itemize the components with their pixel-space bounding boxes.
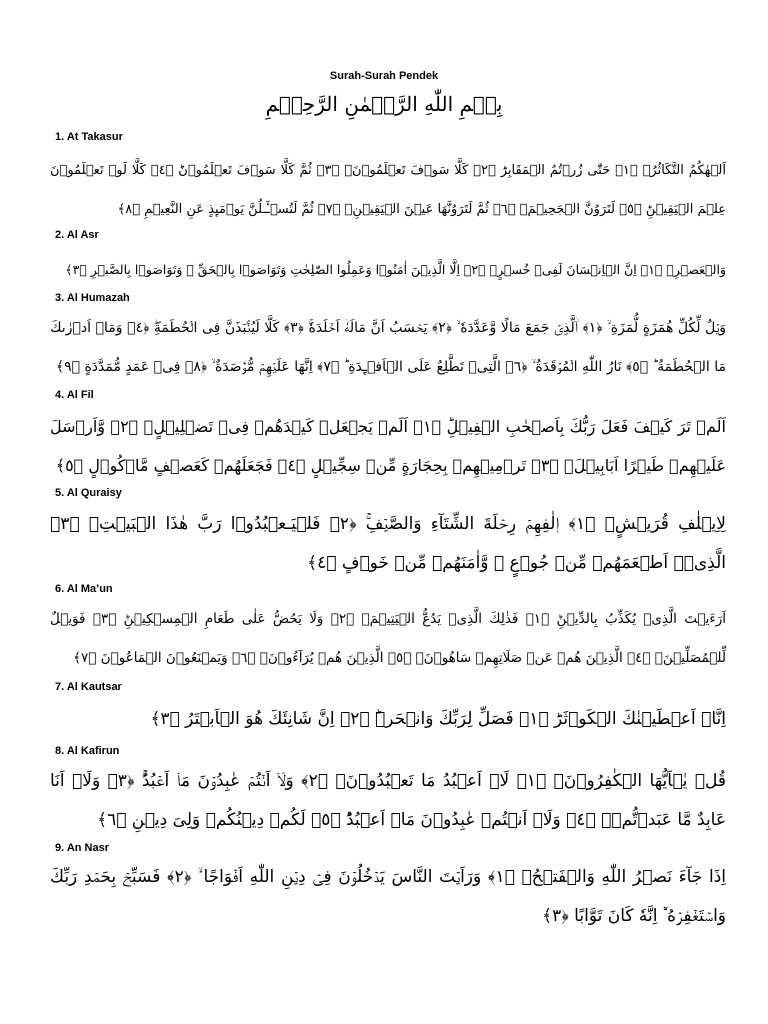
- surah-ayat-al-maun: اَرَءَيۡتَ الَّذِىۡ يُكَذِّبُ بِالدِّيۡنِؕ‏ ﴿١﴾ فَذٰلِكَ الَّذِىۡ يَدُعُّ الۡيَتِيۡمَۙ‏ ﴿٢﴾ وَلَا يَحُضُّ عَلٰى طَعَامِ الۡمِسۡكِيۡنِؕ‏ ﴿٣﴾ فَوَيۡلٌ لِّلۡمُصَلِّيۡنَۙ‏ ﴿٤﴾ الَّذِيۡنَ هُمۡ عَنۡ صَلَاتِهِمۡ سَاهُوۡنَۙ‏ ﴿٥﴾ الَّذِيۡنَ هُمۡ يُرَآءُوۡنَۙ‏ ﴿٦﴾ وَيَمۡنَعُوۡنَ الۡمَاعُوۡنَ ﴿٧﴾: [50, 611, 726, 666]
- surah-heading-at-takasur: 1. At Takasur: [55, 131, 123, 143]
- surah-heading-al-maun: 6. Al Ma’un: [55, 583, 113, 595]
- page-title: Surah-Surah Pendek: [329, 70, 439, 82]
- surah-heading-al-kautsar: 7. Al Kautsar: [55, 681, 122, 693]
- surah-heading-al-asr: 2. Al Asr: [55, 229, 99, 241]
- surah-ayat-al-asr: وَالۡعَصۡرِۙ‏ ﴿١﴾ اِنَّ الۡاِنۡسَانَ لَفِىۡ خُسۡرٍۙ‏ ﴿٢﴾ اِلَّا الَّذِيۡنَ اٰمَنُوۡا وَعَمِلُوا الصّٰلِحٰتِ وَتَوَاصَوۡا بِالۡحَقِّ ۙ وَتَوَاصَوۡا بِالصَّبۡرِ ﴿٣﴾: [65, 262, 726, 277]
- surah-ayat-al-kautsar: اِنَّاۤ اَعۡطَيۡنٰكَ الۡكَوۡثَرَؕ‏ ﴿١﴾ فَصَلِّ لِرَبِّكَ وَانۡحَرۡؕ‏ ﴿٢﴾ اِنَّ شَانِئَكَ هُوَ الۡاَبۡتَرُ ﴿٣﴾: [150, 709, 726, 729]
- surah-ayat-al-humazah: وَيۡلٌ لِّكُلِّ هُمَزَةٍ لُّمَزَةِ ۙ ﴿١﴾ اۨلَّذِىۡ جَمَعَ مَالًا وَّعَدَّدَهٗ ۙ‏ ﴿٢﴾ يَحۡسَبُ اَنَّ مَالَهٗۤ اَخۡلَدَهٗ‌ۚ ﴿٣﴾ كَلَّا‌ لَيُنۡۢبَذَنَّ فِى الۡحُطَمَةِ‏ۖ ﴿٤﴾ وَمَاۤ اَدۡرٰٮكَ مَا الۡحُطَمَةُ ؕ‏ ﴿٥﴾ نَارُ اللّٰهِ الۡمُوۡقَدَةُ ۙ‏ ﴿٦﴾ الَّتِىۡ تَطَّلِعُ عَلَى الۡاَفۡـِٕدَةِ ؕ‏ ﴿٧﴾ اِنَّهَا عَلَيۡهِمۡ مُّؤۡصَدَةٌ ۙ‏ ﴿٨﴾ فِىۡ عَمَدٍ مُّمَدَّدَةٍ ﴿٩﴾: [50, 320, 726, 375]
- surah-heading-al-kafirun: 8. Al Kafirun: [55, 745, 120, 757]
- surah-heading-al-fil: 4. Al Fil: [55, 389, 94, 401]
- surah-ayat-al-kafirun: قُلۡ يٰۤاَيُّهَا الۡكٰفِرُوۡنَۙ‏ ﴿١﴾ لَاۤ اَعۡبُدُ مَا تَعۡبُدُوۡنَۙ‏ ﴿٢﴾ وَلَاۤ اَنۡتُمۡ عٰبِدُوۡنَ مَاۤ اَعۡبُدُ‌ۚ‏ ﴿٣﴾ وَلَاۤ اَنَا عَابِدٌ مَّا عَبَدۡتُّمۡۙ‏ ﴿٤﴾ وَلَاۤ اَنۡتُمۡ عٰبِدُوۡنَ مَاۤ اَعۡبُدُؕ‏ ﴿٥﴾ لَكُمۡ دِيۡنُكُمۡ وَلِىَ دِيۡنِ ﴿٦﴾: [50, 771, 727, 830]
- surah-heading-al-humazah: 3. Al Humazah: [55, 292, 130, 304]
- surah-ayat-al-fil: اَلَمۡ تَرَ كَيۡفَ فَعَلَ رَبُّكَ بِاَصۡحٰبِ الۡفِيۡلِؕ‏ ﴿١﴾ اَلَمۡ يَجۡعَلۡ كَيۡدَهُمۡ فِىۡ تَضۡلِيۡلٍۙ‏ ﴿٢﴾ وَّاَرۡسَلَ عَلَيۡهِمۡ طَيۡرًا اَبَابِيۡلَۙ‏ ﴿٣﴾ تَرۡمِيۡهِمۡ بِحِجَارَةٍ مِّنۡ سِجِّيۡلٍ ﴿٤﴾ فَجَعَلَهُمۡ كَعَصۡفٍ مَّاۡكُوۡلٍ ﴿٥﴾: [50, 417, 726, 475]
- surah-ayat-at-takasur: اَلۡهٰكُمُ التَّكَاثُرُۙ ﴿١﴾ حَتّٰى زُرۡتُمُ الۡمَقَابِرَؕ‏ ﴿٢﴾ كَلَّا سَوۡفَ تَعۡلَمُوۡنَۙ‏ ﴿٣﴾ ثُمَّ كَلَّا سَوۡفَ تَعۡلَمُوۡنَؕ ﴿٤﴾ كَلَّا لَوۡ تَعۡلَمُوۡنَ عِلۡمَ الۡيَقِيۡنِؕ‏ ﴿٥﴾ لَتَرَوُنَّ الۡجَحِيۡمَۙ‏ ﴿٦﴾ ثُمَّ لَتَرَوُنَّهَا عَيۡنَ الۡيَقِيۡنِۙ‏ ﴿٧﴾ ثُمَّ لَتُسۡـَٔـلُنَّ يَوۡمَٮِٕذٍ عَنِ النَّعِيۡمِ ﴿٨﴾: [50, 163, 726, 217]
- surah-ayat-an-nasr: اِذَا جَآءَ نَصۡرُ اللّٰهِ وَالۡفَتۡحُۙ‏ ﴿١﴾ وَرَاَيۡتَ النَّاسَ يَدۡخُلُوۡنَ فِىۡ دِيۡنِ اللّٰهِ اَفۡوَاجًا ۙ‏ ﴿٢﴾ فَسَبِّحۡ بِحَمۡدِ رَبِّكَ وَاسۡتَغۡفِرۡهُ‌ ؔؕ اِنَّهٗ كَانَ تَوَّابًا ﴿٣﴾: [50, 867, 726, 926]
- surah-ayat-al-quraisy: لِاِيۡلٰفِ قُرَيۡشٍۙ‏ ﴿١﴾ اٖلٰفِهِمۡ رِحۡلَةَ الشِّتَآءِ وَالصَّيۡفِ‌ۚ‏ ﴿٢﴾ فَلۡيَـعۡبُدُوۡا رَبَّ هٰذَا الۡبَيۡتِۙ‏ ﴿٣﴾ الَّذِىۡۤ اَطۡعَمَهُمۡ مِّنۡ جُوۡعٍ ۙ وَّاٰمَنَهُمۡ مِّنۡ خَوۡفٍ ﴿٤﴾: [50, 514, 726, 573]
- surah-heading-al-quraisy: 5. Al Quraisy: [55, 487, 122, 499]
- basmalah: بِسۡمِ اللّٰهِ الرَّحۡمٰنِ الرَّحِيۡمِ: [265, 92, 503, 116]
- surah-heading-an-nasr: 9. An Nasr: [55, 842, 110, 854]
